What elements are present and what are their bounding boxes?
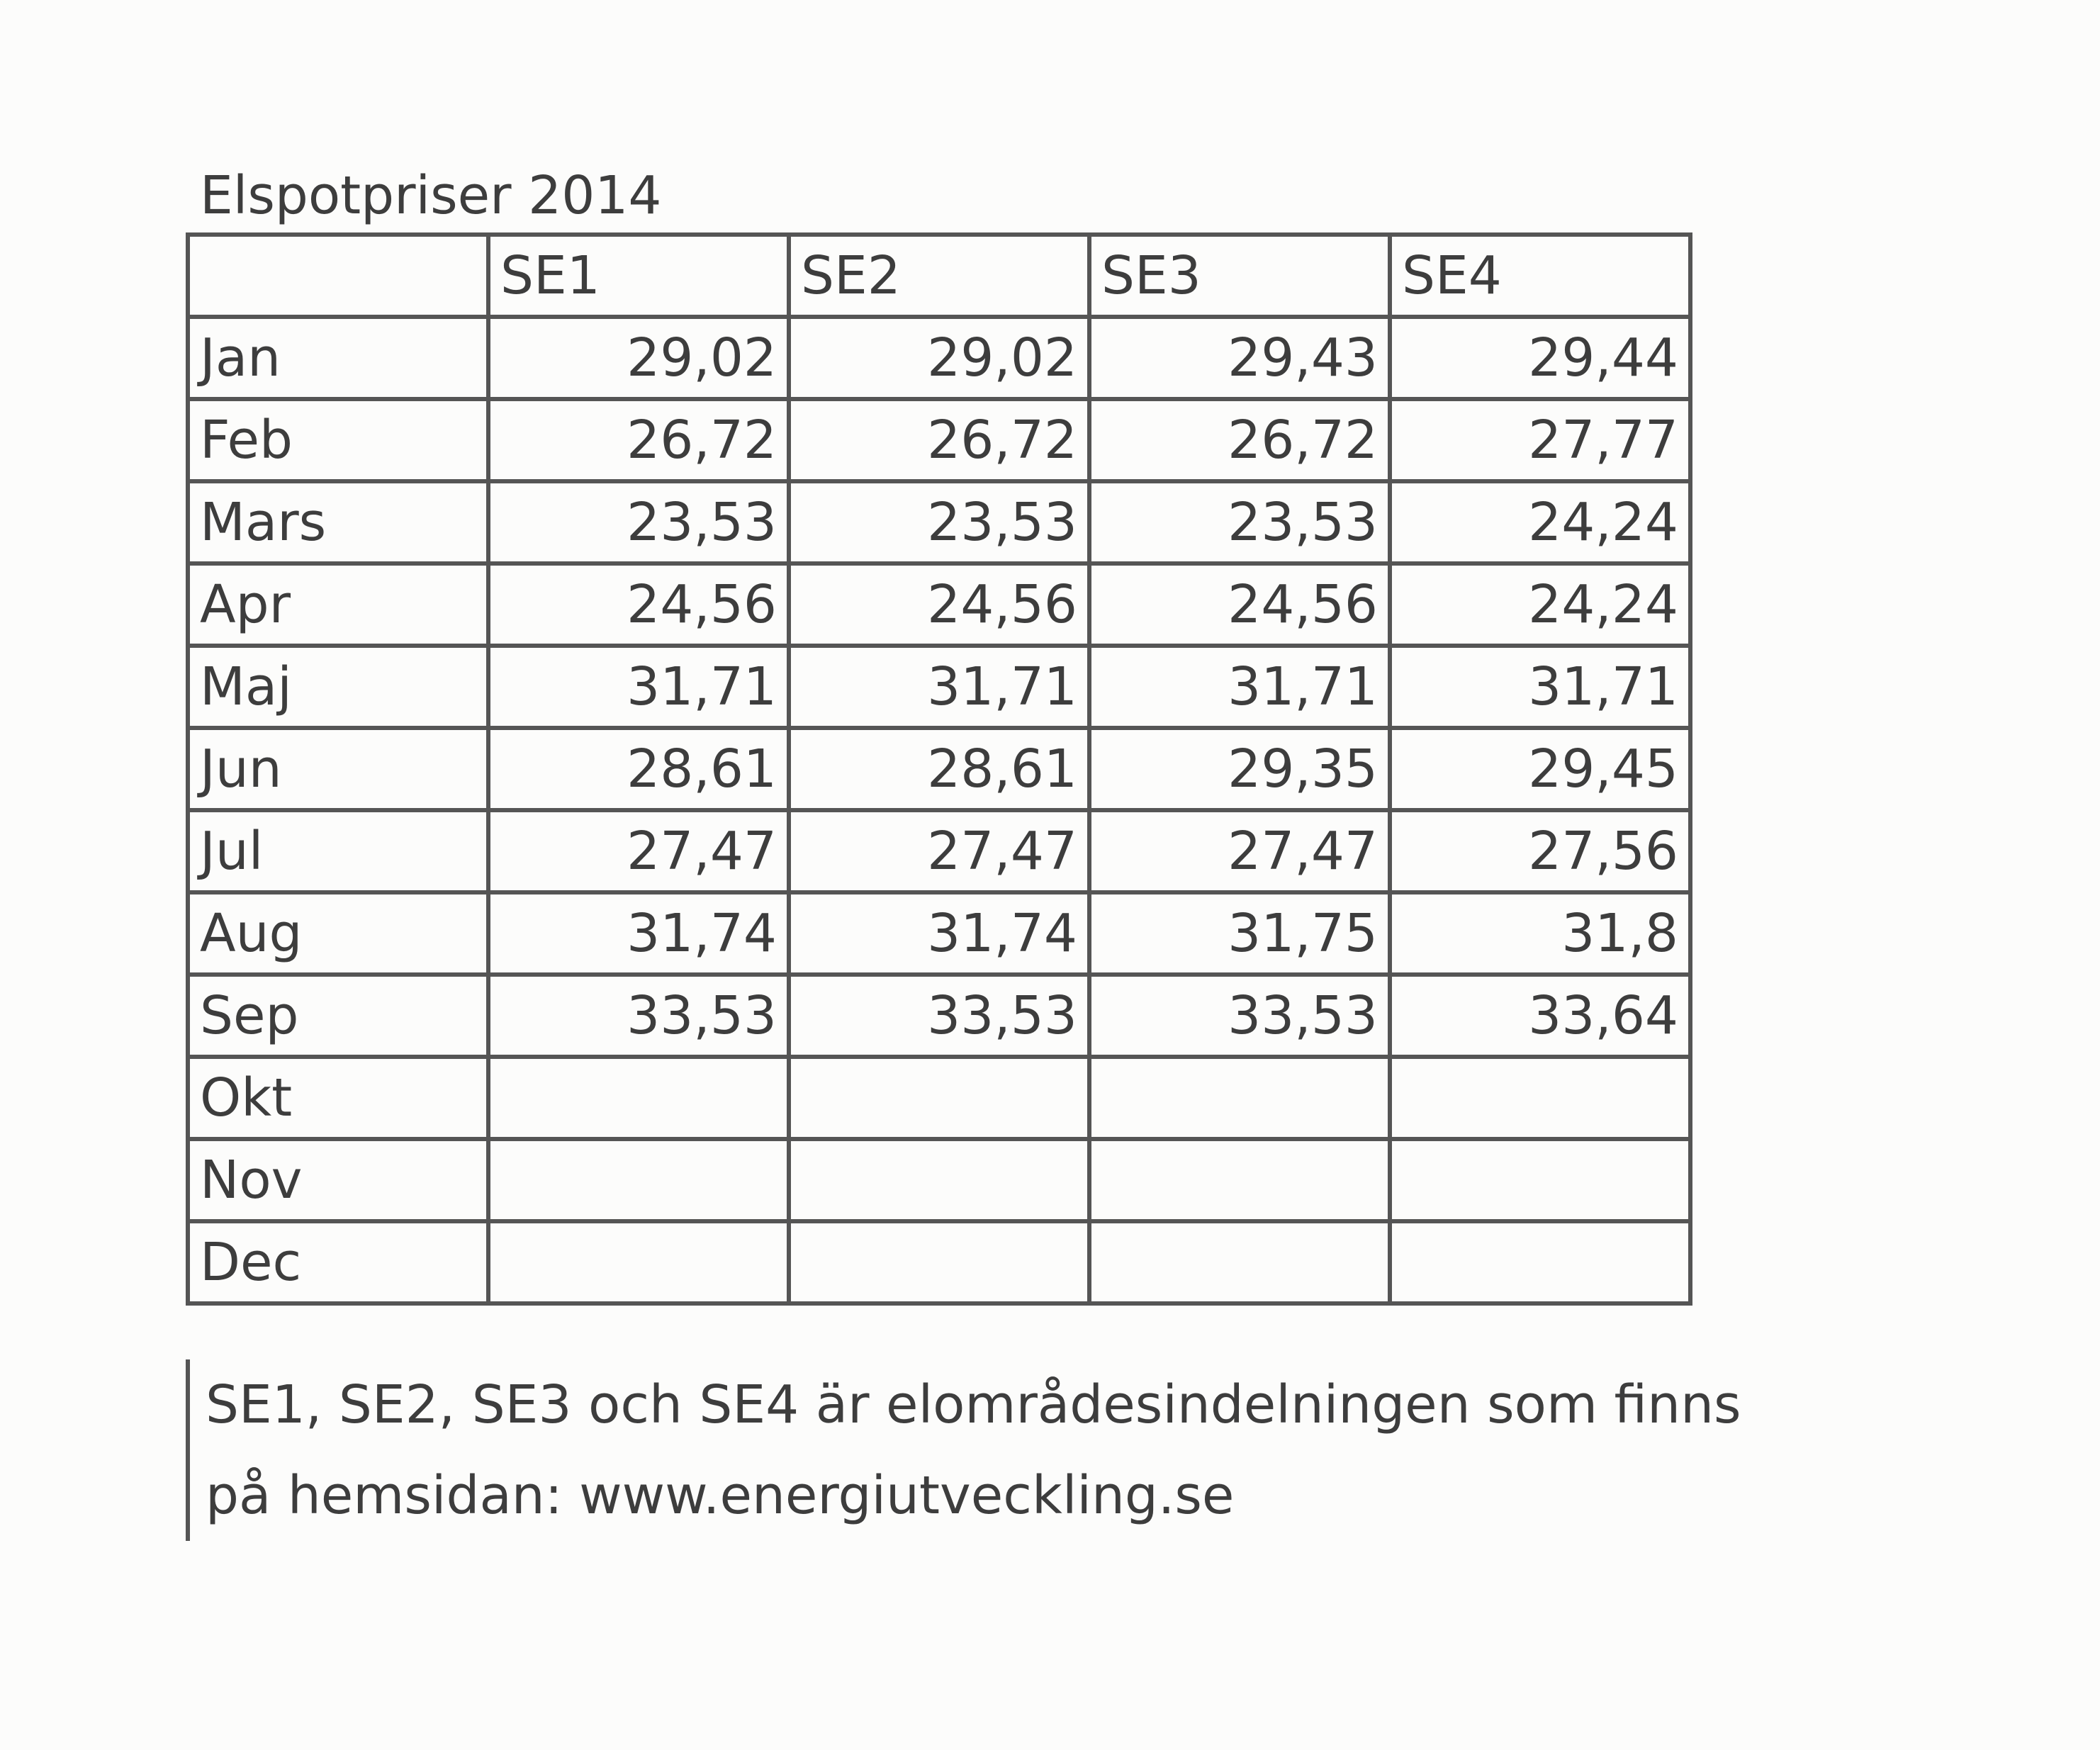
table-row	[188, 810, 1690, 892]
price-cell: 29,45	[1390, 728, 1690, 810]
price-cell	[1089, 1139, 1390, 1221]
month-label: Aug	[188, 892, 488, 975]
table-row	[188, 1057, 1690, 1139]
price-cell: 27,47	[488, 810, 789, 892]
price-cell: 27,47	[1089, 810, 1390, 892]
price-cell: 27,77	[1390, 399, 1690, 481]
month-label: Feb	[188, 399, 488, 481]
table-row	[188, 481, 1690, 563]
price-cell: 23,53	[488, 481, 789, 563]
month-label: Okt	[188, 1057, 488, 1139]
month-label: Sep	[188, 975, 488, 1057]
price-cell: 24,56	[789, 563, 1089, 646]
price-cell	[1390, 1139, 1690, 1221]
month-label: Jun	[188, 728, 488, 810]
price-cell: 26,72	[789, 399, 1089, 481]
price-cell	[488, 1221, 789, 1303]
price-cell: 33,53	[488, 975, 789, 1057]
price-cell: 24,56	[1089, 563, 1390, 646]
month-label: Mars	[188, 481, 488, 563]
price-cell: 28,61	[789, 728, 1089, 810]
price-cell: 31,71	[1089, 646, 1390, 728]
price-cell: 29,35	[1089, 728, 1390, 810]
price-cell	[1390, 1057, 1690, 1139]
price-cell: 27,47	[789, 810, 1089, 892]
month-label: Maj	[188, 646, 488, 728]
table-row	[188, 728, 1690, 810]
column-header-se2: SE2	[789, 235, 1089, 317]
price-cell: 24,24	[1390, 563, 1690, 646]
price-cell: 33,64	[1390, 975, 1690, 1057]
price-cell: 28,61	[488, 728, 789, 810]
price-table	[186, 232, 1692, 1306]
table-corner-cell	[188, 235, 488, 317]
column-header-se4: SE4	[1390, 235, 1690, 317]
price-cell	[1089, 1057, 1390, 1139]
price-cell: 31,74	[488, 892, 789, 975]
month-label: Jan	[188, 317, 488, 399]
price-cell: 33,53	[1089, 975, 1390, 1057]
month-label: Apr	[188, 563, 488, 646]
column-header-se1: SE1	[488, 235, 789, 317]
price-cell: 29,02	[488, 317, 789, 399]
price-cell	[488, 1057, 789, 1139]
price-cell: 23,53	[789, 481, 1089, 563]
table-header-row	[188, 235, 1690, 317]
price-cell	[789, 1139, 1089, 1221]
price-cell: 29,43	[1089, 317, 1390, 399]
month-label: Dec	[188, 1221, 488, 1303]
price-cell: 29,02	[789, 317, 1089, 399]
price-cell	[789, 1057, 1089, 1139]
price-cell: 29,44	[1390, 317, 1690, 399]
price-cell: 33,53	[789, 975, 1089, 1057]
table-row	[188, 399, 1690, 481]
price-cell: 31,71	[1390, 646, 1690, 728]
footnote-line: SE1, SE2, SE3 och SE4 är elområdesindelningen som finns	[206, 1374, 1741, 1435]
table-row	[188, 1139, 1690, 1221]
price-cell	[488, 1139, 789, 1221]
column-header-se3: SE3	[1089, 235, 1390, 317]
price-cell: 31,71	[488, 646, 789, 728]
page-title: Elspotpriser 2014	[200, 165, 662, 226]
table-row	[188, 1221, 1690, 1303]
table-row	[188, 975, 1690, 1057]
month-label: Jul	[188, 810, 488, 892]
table-row	[188, 892, 1690, 975]
price-cell: 24,24	[1390, 481, 1690, 563]
price-cell	[1390, 1221, 1690, 1303]
price-cell: 27,56	[1390, 810, 1690, 892]
table-row	[188, 317, 1690, 399]
footnote	[186, 1359, 1816, 1541]
price-cell	[1089, 1221, 1390, 1303]
price-table-container	[186, 232, 1692, 1306]
price-cell: 31,75	[1089, 892, 1390, 975]
price-cell: 31,74	[789, 892, 1089, 975]
price-cell: 23,53	[1089, 481, 1390, 563]
price-cell: 31,71	[789, 646, 1089, 728]
price-cell: 24,56	[488, 563, 789, 646]
month-label: Nov	[188, 1139, 488, 1221]
table-row	[188, 646, 1690, 728]
price-cell	[789, 1221, 1089, 1303]
table-row	[188, 563, 1690, 646]
footnote-line: på hemsidan: www.energiutveckling.se	[206, 1465, 1235, 1526]
price-cell: 26,72	[488, 399, 789, 481]
price-cell: 26,72	[1089, 399, 1390, 481]
price-cell: 31,8	[1390, 892, 1690, 975]
